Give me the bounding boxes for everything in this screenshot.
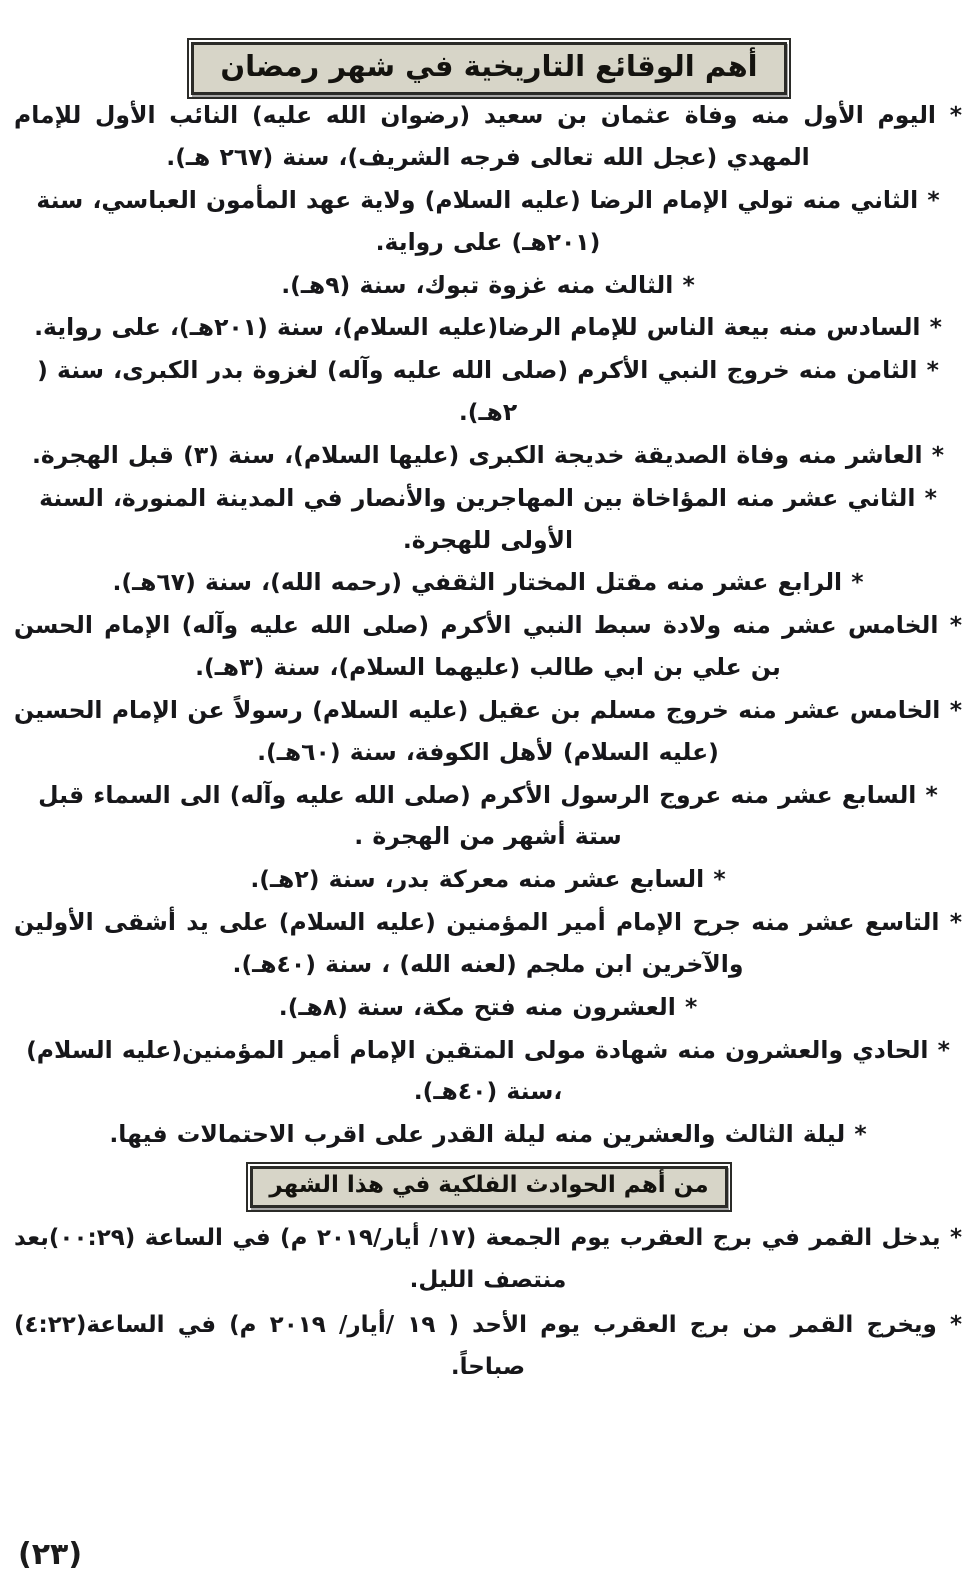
historical-event-6: * العاشر منه وفاة الصديقة خديجة الكبرى (عليها السلام)، سنة (٣) قبل الهجرة. bbox=[32, 440, 944, 469]
historical-event-1: * اليوم الأول منه وفاة عثمان بن سعيد (رضوان الله عليه) النائب الأول للإمام المهدي (عجل الله تعالى فرجه الشريف)، سنة (٢٦٧ هـ). bbox=[14, 101, 962, 172]
astronomical-events-list bbox=[0, 1218, 978, 1388]
historical-event-9: * الخامس عشر منه ولادة سبط النبي الأكرم (صلى الله عليه وآله) الإمام الحسن بن علي بن ابي طالب (عليهما السلام)، سنة (٣هـ). bbox=[14, 611, 962, 682]
historical-event-11: * السابع عشر منه عروج الرسول الأكرم (صلى الله عليه وآله) الى السماء قبل ستة أشهر من الهجرة . bbox=[38, 780, 938, 851]
astronomical-event-2: * ويخرج القمر من برج العقرب يوم الأحد ( ١٩ /أيار/ ٢٠١٩ م) في الساعة(٤:٢٢) صباحاً. bbox=[14, 1312, 962, 1380]
historical-event-8: * الرابع عشر منه مقتل المختار الثقفي (رحمه الله)، سنة (٦٧هـ). bbox=[112, 568, 864, 597]
page-number: (٢٣) bbox=[18, 1537, 83, 1572]
historical-events-list bbox=[0, 95, 978, 1156]
historical-event-2: * الثاني منه تولي الإمام الرضا (عليه السلام) ولاية عهد المأمون العباسي، سنة (٢٠١هـ) على رواية. bbox=[36, 186, 940, 256]
historical-event-13: * التاسع عشر منه جرح الإمام أمير المؤمنين (عليه السلام) على يد أشقى الأولين والآخرين ابن ملجم (لعنه الله) ، سنة (٤٠هـ). bbox=[14, 908, 962, 978]
astronomical-event-1: * يدخل القمر في برج العقرب يوم الجمعة (١٧/ أيار/٢٠١٩ م) في الساعة (٠٠:٢٩)بعد منتصف الليل. bbox=[14, 1225, 962, 1293]
historical-heading-text: أهم الوقائع التاريخية في شهر رمضان bbox=[220, 49, 758, 83]
historical-heading-box bbox=[191, 42, 786, 95]
astronomical-heading-box bbox=[250, 1166, 727, 1208]
document-page bbox=[0, 42, 978, 1586]
historical-event-5: * الثامن منه خروج النبي الأكرم (صلى الله عليه وآله) لغزوة بدر الكبرى، سنة ( ٢هـ). bbox=[37, 356, 939, 427]
historical-event-7: * الثاني عشر منه المؤاخاة بين المهاجرين والأنصار في المدينة المنورة، السنة الأولى للهجرة. bbox=[39, 483, 937, 554]
historical-event-12: * السابع عشر منه معركة بدر، سنة (٢هـ). bbox=[250, 865, 726, 894]
historical-event-16: * ليلة الثالث والعشرين منه ليلة القدر على اقرب الاحتمالات فيها. bbox=[109, 1120, 867, 1149]
historical-event-4: * السادس منه بيعة الناس للإمام الرضا(عليه السلام)، سنة (٢٠١هـ)، على رواية. bbox=[34, 313, 942, 342]
historical-event-10: * الخامس عشر منه خروج مسلم بن عقيل (عليه السلام) رسولاً عن الإمام الحسين (عليه السلام) لأهل الكوفة، سنة (٦٠هـ). bbox=[14, 695, 962, 766]
astronomical-heading-container bbox=[0, 1166, 978, 1208]
historical-event-15: * الحادي والعشرون منه شهادة مولى المتقين الإمام أمير المؤمنين(عليه السلام) ،سنة (٤٠هـ). bbox=[26, 1035, 950, 1106]
historical-event-14: * العشرون منه فتح مكة، سنة (٨هـ). bbox=[278, 992, 698, 1021]
historical-event-3: * الثالث منه غزوة تبوك، سنة (٩هـ). bbox=[281, 270, 695, 299]
historical-heading-container bbox=[0, 42, 978, 95]
astronomical-heading-text: من أهم الحوادث الفلكية في هذا الشهر bbox=[269, 1172, 709, 1199]
